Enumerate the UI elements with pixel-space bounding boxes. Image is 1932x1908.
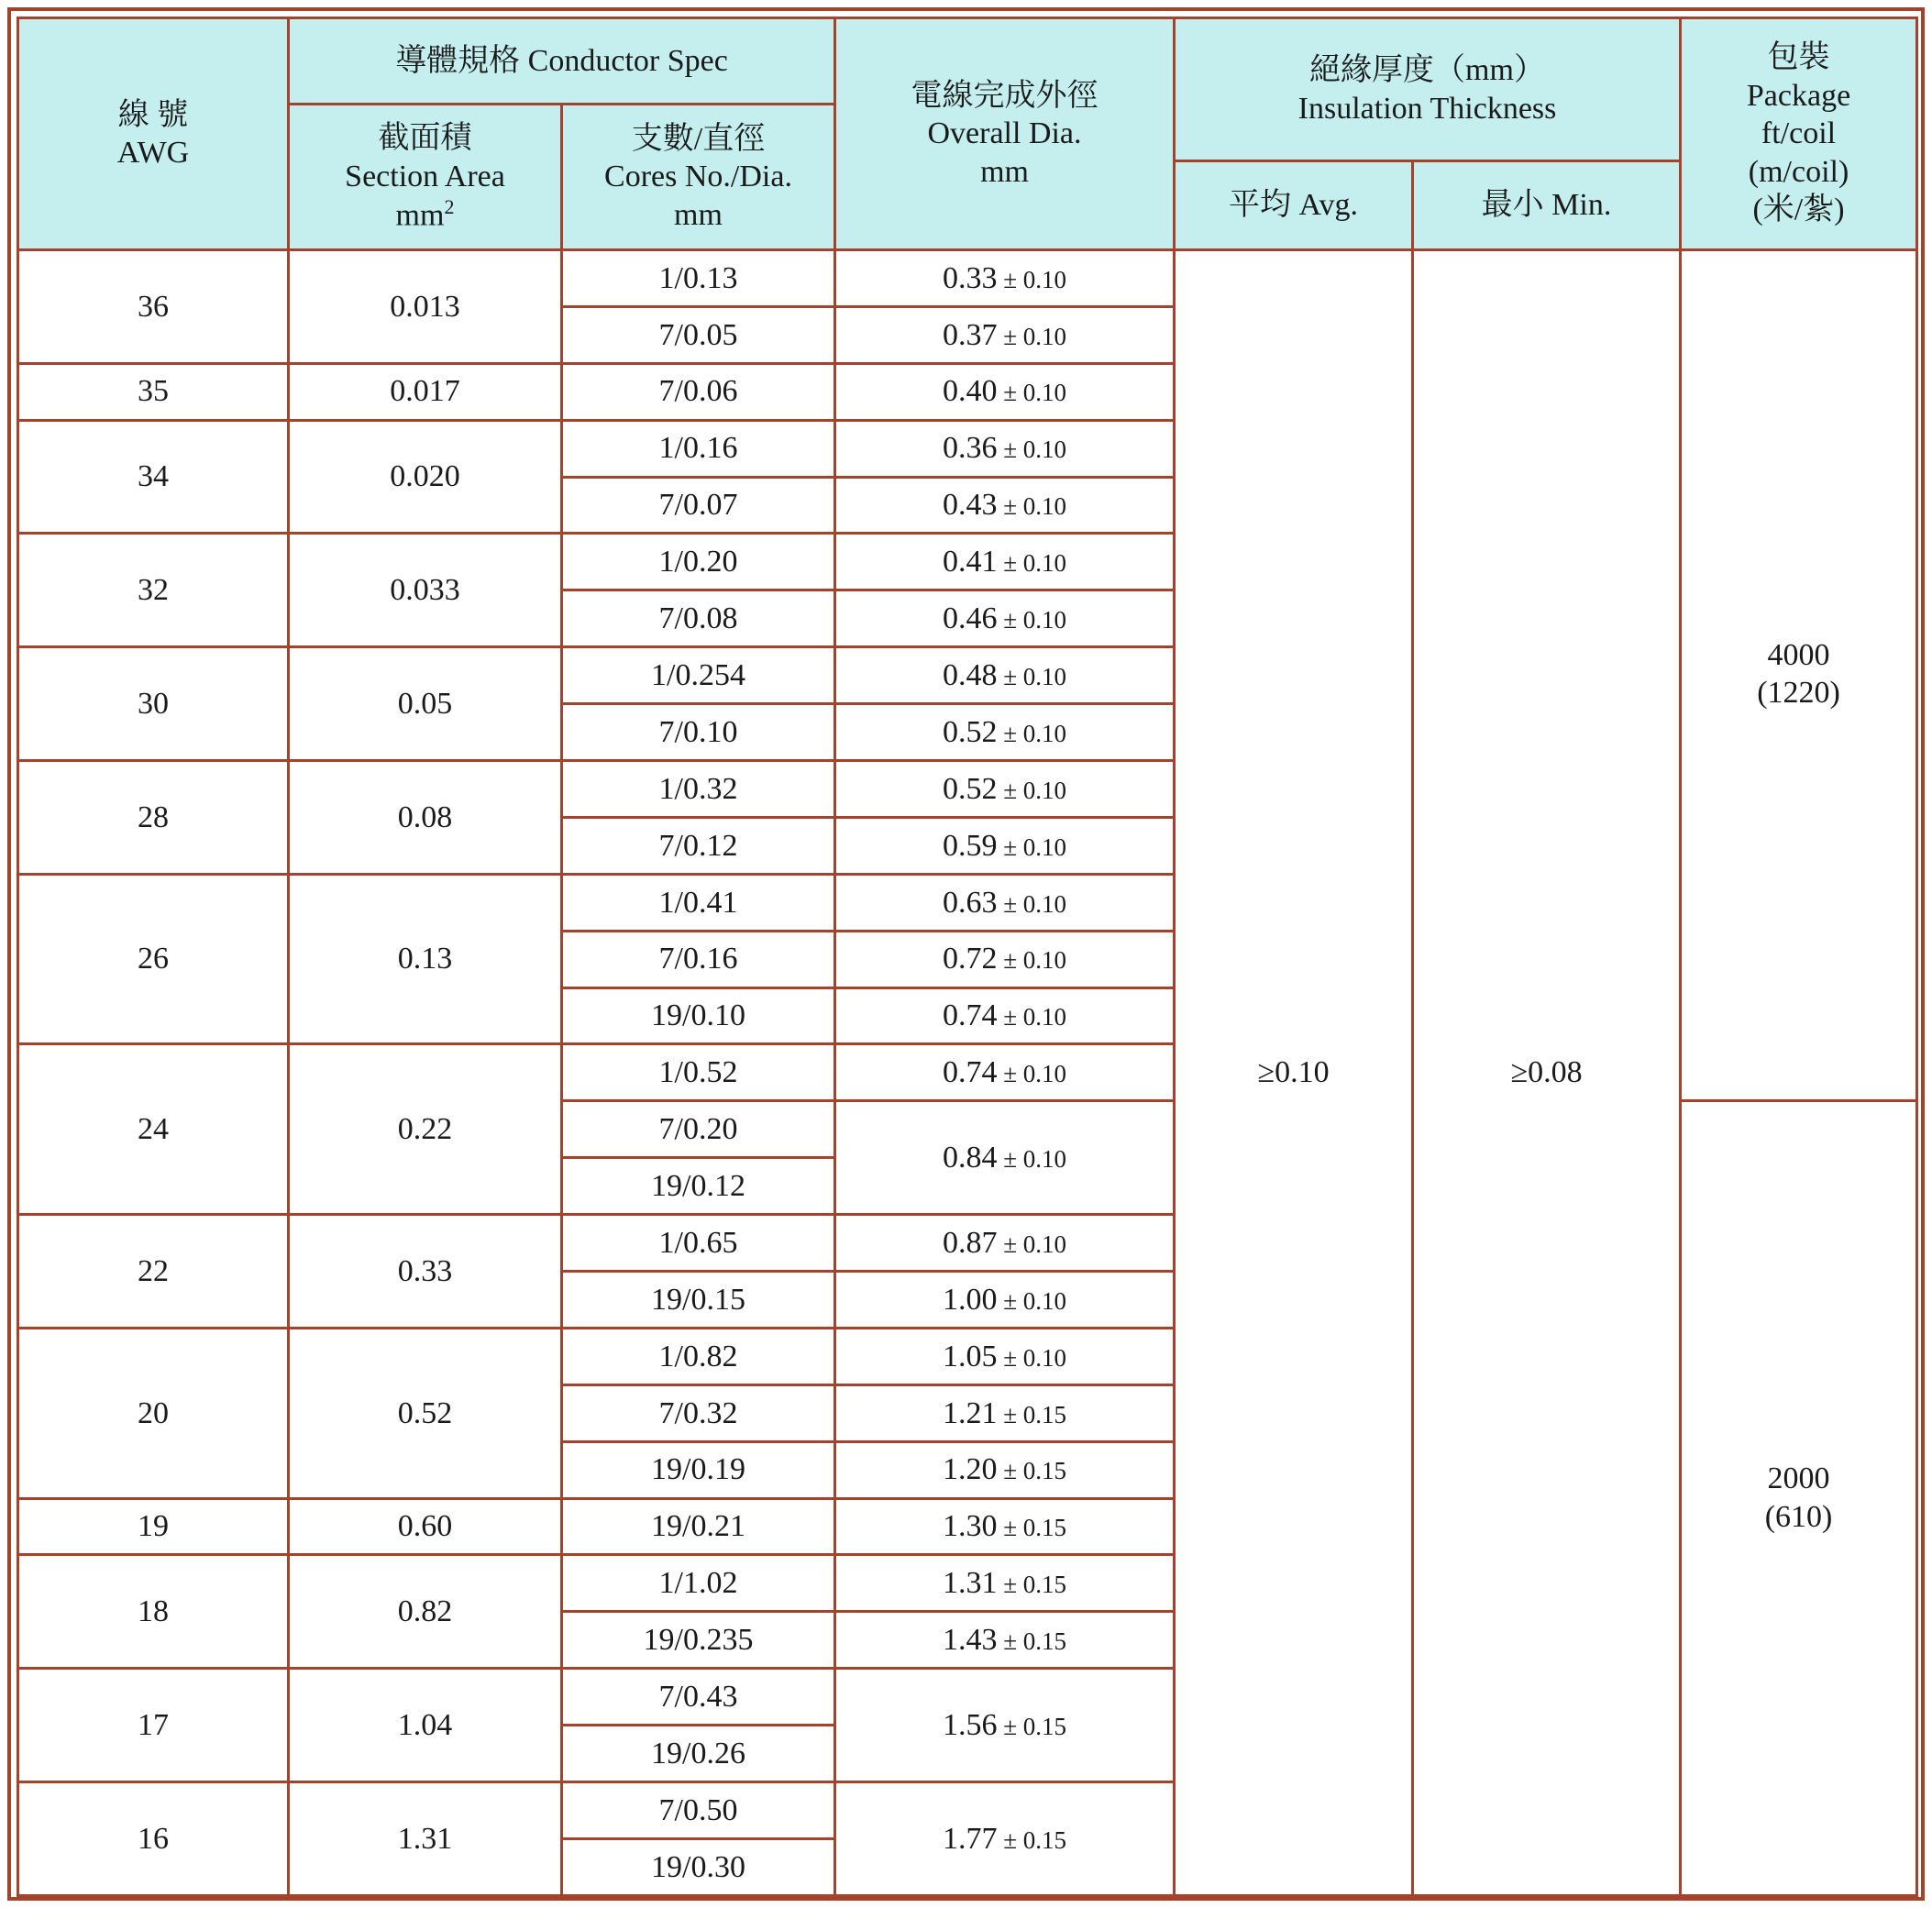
tolerance-value: 0.10 bbox=[1022, 776, 1067, 804]
overall-dia-value: 1.56 bbox=[942, 1707, 998, 1742]
package-ft: 2000 bbox=[1767, 1461, 1830, 1496]
tolerance-sign: ± bbox=[1003, 1514, 1018, 1542]
table-frame bbox=[7, 7, 1925, 1901]
awg-cell: 18 bbox=[18, 1555, 289, 1669]
header-overall-cn: 電線完成外徑 bbox=[911, 78, 1098, 113]
overall-dia-cell bbox=[835, 761, 1175, 818]
tolerance-sign: ± bbox=[1003, 1230, 1018, 1258]
cores-cell: 1/0.254 bbox=[562, 647, 835, 704]
overall-dia-value: 0.72 bbox=[942, 942, 998, 976]
header-insulation-cn: 絕緣厚度（mm） bbox=[1309, 53, 1545, 88]
tolerance-sign: ± bbox=[1003, 1060, 1018, 1088]
overall-dia-cell bbox=[835, 931, 1175, 987]
overall-dia-value: 0.46 bbox=[942, 601, 998, 636]
tolerance-value: 0.15 bbox=[1022, 1400, 1067, 1428]
tolerance-sign: ± bbox=[1003, 492, 1018, 521]
awg-cell: 22 bbox=[18, 1215, 289, 1329]
tolerance-value: 0.10 bbox=[1022, 719, 1067, 747]
tolerance-sign: ± bbox=[1003, 1825, 1018, 1854]
overall-dia-cell bbox=[835, 1101, 1175, 1215]
cores-cell: 7/0.12 bbox=[562, 817, 835, 874]
awg-cell: 16 bbox=[18, 1782, 289, 1896]
header-overall-unit: mm bbox=[980, 154, 1029, 189]
table-row bbox=[18, 250, 1917, 307]
cores-cell: 7/0.50 bbox=[562, 1782, 835, 1839]
header-package-cn2: (米/紮) bbox=[1752, 193, 1845, 227]
tolerance-value: 0.10 bbox=[1022, 322, 1067, 350]
awg-cell: 28 bbox=[18, 761, 289, 875]
cores-cell: 19/0.12 bbox=[562, 1158, 835, 1215]
section-area-cell: 0.52 bbox=[289, 1328, 562, 1498]
cores-cell: 19/0.30 bbox=[562, 1838, 835, 1895]
overall-dia-value: 1.20 bbox=[942, 1452, 998, 1487]
cores-cell: 7/0.16 bbox=[562, 931, 835, 987]
tolerance-value: 0.10 bbox=[1022, 1343, 1067, 1372]
tolerance-value: 0.10 bbox=[1022, 946, 1067, 975]
tolerance-value: 0.15 bbox=[1022, 1627, 1067, 1656]
overall-dia-cell bbox=[835, 306, 1175, 363]
tolerance-sign: ± bbox=[1003, 946, 1018, 975]
package-cell bbox=[1681, 1101, 1917, 1896]
cores-cell: 1/0.13 bbox=[562, 250, 835, 307]
tolerance-value: 0.10 bbox=[1022, 1286, 1067, 1315]
overall-dia-value: 1.21 bbox=[942, 1395, 998, 1430]
package-ft: 4000 bbox=[1767, 638, 1830, 672]
overall-dia-cell bbox=[835, 250, 1175, 307]
cores-cell: 19/0.19 bbox=[562, 1441, 835, 1498]
header-section-area-sup: 2 bbox=[444, 195, 455, 219]
cores-cell: 19/0.21 bbox=[562, 1498, 835, 1555]
header-awg bbox=[18, 18, 289, 250]
overall-dia-cell bbox=[835, 647, 1175, 704]
section-area-cell: 0.020 bbox=[289, 420, 562, 534]
section-area-cell: 0.33 bbox=[289, 1215, 562, 1329]
header-section-area-en: Section Area bbox=[345, 159, 505, 193]
cores-cell: 1/1.02 bbox=[562, 1555, 835, 1612]
tolerance-sign: ± bbox=[1003, 719, 1018, 747]
header-insulation-en: Insulation Thickness bbox=[1297, 91, 1557, 126]
overall-dia-value: 0.84 bbox=[942, 1141, 998, 1175]
tolerance-sign: ± bbox=[1003, 1627, 1018, 1656]
awg-cell: 24 bbox=[18, 1044, 289, 1215]
overall-dia-value: 1.30 bbox=[942, 1509, 998, 1544]
section-area-cell: 0.13 bbox=[289, 874, 562, 1044]
awg-cell: 35 bbox=[18, 363, 289, 420]
overall-dia-cell bbox=[835, 987, 1175, 1044]
overall-dia-value: 0.74 bbox=[942, 1055, 998, 1090]
tolerance-sign: ± bbox=[1003, 379, 1018, 407]
overall-dia-cell bbox=[835, 1555, 1175, 1612]
tolerance-value: 0.10 bbox=[1022, 265, 1067, 293]
tolerance-sign: ± bbox=[1003, 1145, 1018, 1174]
insulation-avg-cell: ≥0.10 bbox=[1175, 250, 1413, 1896]
cores-cell: 7/0.10 bbox=[562, 704, 835, 761]
tolerance-value: 0.10 bbox=[1022, 1230, 1067, 1258]
section-area-cell: 0.033 bbox=[289, 534, 562, 647]
overall-dia-cell bbox=[835, 1441, 1175, 1498]
cores-cell: 7/0.43 bbox=[562, 1669, 835, 1726]
overall-dia-value: 0.74 bbox=[942, 998, 998, 1033]
tolerance-sign: ± bbox=[1003, 889, 1018, 918]
cores-cell: 7/0.05 bbox=[562, 306, 835, 363]
section-area-cell: 1.31 bbox=[289, 1782, 562, 1896]
cores-cell: 19/0.10 bbox=[562, 987, 835, 1044]
header-insulation-thickness bbox=[1175, 18, 1681, 161]
insulation-min-cell: ≥0.08 bbox=[1413, 250, 1681, 1896]
cores-cell: 19/0.235 bbox=[562, 1612, 835, 1669]
overall-dia-value: 0.37 bbox=[942, 317, 998, 352]
tolerance-sign: ± bbox=[1003, 1400, 1018, 1428]
awg-cell: 36 bbox=[18, 250, 289, 364]
overall-dia-value: 0.33 bbox=[942, 260, 998, 295]
header-cores-unit: mm bbox=[674, 197, 723, 232]
tolerance-value: 0.10 bbox=[1022, 1003, 1067, 1031]
header-conductor-spec: 導體規格 Conductor Spec bbox=[289, 18, 835, 105]
tolerance-sign: ± bbox=[1003, 1571, 1018, 1599]
overall-dia-cell bbox=[835, 704, 1175, 761]
tolerance-value: 0.15 bbox=[1022, 1571, 1067, 1599]
header-min: 最小 Min. bbox=[1413, 161, 1681, 250]
tolerance-value: 0.10 bbox=[1022, 549, 1067, 578]
section-area-cell: 1.04 bbox=[289, 1669, 562, 1782]
header-section-area bbox=[289, 105, 562, 250]
header-cores-en: Cores No./Dia. bbox=[604, 160, 792, 194]
overall-dia-cell bbox=[835, 1044, 1175, 1101]
overall-dia-cell bbox=[835, 1612, 1175, 1669]
tolerance-value: 0.10 bbox=[1022, 606, 1067, 634]
overall-dia-cell bbox=[835, 420, 1175, 477]
cores-cell: 7/0.07 bbox=[562, 477, 835, 534]
overall-dia-cell bbox=[835, 590, 1175, 647]
overall-dia-cell bbox=[835, 874, 1175, 931]
tolerance-value: 0.10 bbox=[1022, 889, 1067, 918]
cores-cell: 7/0.20 bbox=[562, 1101, 835, 1158]
cores-cell: 1/0.65 bbox=[562, 1215, 835, 1272]
section-area-cell: 0.82 bbox=[289, 1555, 562, 1669]
tolerance-sign: ± bbox=[1003, 1003, 1018, 1031]
header-cores bbox=[562, 105, 835, 250]
package-cell bbox=[1681, 250, 1917, 1101]
overall-dia-value: 0.52 bbox=[942, 771, 998, 806]
tolerance-value: 0.15 bbox=[1022, 1825, 1067, 1854]
table-header bbox=[18, 18, 1917, 250]
overall-dia-cell bbox=[835, 817, 1175, 874]
awg-cell: 19 bbox=[18, 1498, 289, 1555]
header-avg: 平均 Avg. bbox=[1175, 161, 1413, 250]
header-awg-cn: 線 號 bbox=[117, 97, 189, 132]
overall-dia-value: 0.41 bbox=[942, 545, 998, 579]
cores-cell: 19/0.15 bbox=[562, 1272, 835, 1329]
overall-dia-cell bbox=[835, 534, 1175, 590]
overall-dia-value: 0.63 bbox=[942, 885, 998, 920]
cores-cell: 1/0.82 bbox=[562, 1328, 835, 1384]
header-package-m: (m/coil) bbox=[1748, 154, 1849, 189]
cores-cell: 7/0.32 bbox=[562, 1384, 835, 1441]
header-cores-cn: 支數/直徑 bbox=[631, 121, 766, 156]
overall-dia-value: 1.77 bbox=[942, 1821, 998, 1856]
tolerance-sign: ± bbox=[1003, 1286, 1018, 1315]
overall-dia-value: 0.59 bbox=[942, 828, 998, 863]
overall-dia-cell bbox=[835, 1669, 1175, 1782]
overall-dia-cell bbox=[835, 1215, 1175, 1272]
table-body bbox=[18, 250, 1917, 1896]
overall-dia-cell bbox=[835, 1272, 1175, 1329]
tolerance-sign: ± bbox=[1003, 549, 1018, 578]
tolerance-value: 0.10 bbox=[1022, 1060, 1067, 1088]
tolerance-value: 0.10 bbox=[1022, 662, 1067, 690]
overall-dia-cell bbox=[835, 1384, 1175, 1441]
awg-cell: 34 bbox=[18, 420, 289, 534]
package-m: (610) bbox=[1764, 1499, 1833, 1534]
tolerance-sign: ± bbox=[1003, 322, 1018, 350]
tolerance-value: 0.10 bbox=[1022, 379, 1067, 407]
awg-cell: 30 bbox=[18, 647, 289, 761]
tolerance-value: 0.10 bbox=[1022, 1145, 1067, 1174]
overall-dia-value: 1.00 bbox=[942, 1282, 998, 1317]
overall-dia-value: 0.87 bbox=[942, 1225, 998, 1260]
awg-cell: 32 bbox=[18, 534, 289, 647]
tolerance-sign: ± bbox=[1003, 265, 1018, 293]
overall-dia-value: 1.43 bbox=[942, 1623, 998, 1658]
header-overall-dia bbox=[835, 18, 1175, 250]
section-area-cell: 0.22 bbox=[289, 1044, 562, 1215]
awg-cell: 20 bbox=[18, 1328, 289, 1498]
awg-cell: 26 bbox=[18, 874, 289, 1044]
header-package-en: Package bbox=[1746, 78, 1851, 113]
section-area-cell: 0.05 bbox=[289, 647, 562, 761]
cores-cell: 7/0.08 bbox=[562, 590, 835, 647]
overall-dia-value: 1.05 bbox=[942, 1339, 998, 1373]
cores-cell: 1/0.32 bbox=[562, 761, 835, 818]
awg-cell: 17 bbox=[18, 1669, 289, 1782]
header-package-ft: ft/coil bbox=[1761, 116, 1837, 151]
tolerance-value: 0.10 bbox=[1022, 833, 1067, 861]
overall-dia-value: 0.36 bbox=[942, 431, 998, 466]
tolerance-sign: ± bbox=[1003, 1343, 1018, 1372]
section-area-cell: 0.60 bbox=[289, 1498, 562, 1555]
section-area-cell: 0.017 bbox=[289, 363, 562, 420]
overall-dia-cell bbox=[835, 1328, 1175, 1384]
cores-cell: 1/0.41 bbox=[562, 874, 835, 931]
header-section-area-unit: mm bbox=[395, 198, 445, 233]
cores-cell: 1/0.16 bbox=[562, 420, 835, 477]
wire-spec-table bbox=[17, 17, 1918, 1897]
overall-dia-value: 0.48 bbox=[942, 657, 998, 692]
cores-cell: 1/0.20 bbox=[562, 534, 835, 590]
tolerance-value: 0.15 bbox=[1022, 1514, 1067, 1542]
overall-dia-value: 0.52 bbox=[942, 714, 998, 749]
tolerance-value: 0.10 bbox=[1022, 436, 1067, 464]
section-area-cell: 0.013 bbox=[289, 250, 562, 364]
overall-dia-cell bbox=[835, 1498, 1175, 1555]
header-package bbox=[1681, 18, 1917, 250]
overall-dia-value: 0.40 bbox=[942, 374, 998, 409]
tolerance-value: 0.10 bbox=[1022, 492, 1067, 521]
header-package-cn: 包裝 bbox=[1767, 40, 1830, 75]
tolerance-sign: ± bbox=[1003, 1712, 1018, 1740]
overall-dia-value: 0.43 bbox=[942, 488, 998, 523]
overall-dia-value: 1.31 bbox=[942, 1566, 998, 1601]
section-area-cell: 0.08 bbox=[289, 761, 562, 875]
overall-dia-cell bbox=[835, 477, 1175, 534]
tolerance-sign: ± bbox=[1003, 606, 1018, 634]
header-awg-en: AWG bbox=[116, 136, 190, 170]
cores-cell: 1/0.52 bbox=[562, 1044, 835, 1101]
tolerance-sign: ± bbox=[1003, 776, 1018, 804]
overall-dia-cell bbox=[835, 363, 1175, 420]
cores-cell: 19/0.26 bbox=[562, 1726, 835, 1782]
tolerance-value: 0.15 bbox=[1022, 1457, 1067, 1485]
header-section-area-cn: 截面積 bbox=[378, 121, 472, 156]
tolerance-sign: ± bbox=[1003, 436, 1018, 464]
cores-cell: 7/0.06 bbox=[562, 363, 835, 420]
tolerance-value: 0.15 bbox=[1022, 1712, 1067, 1740]
overall-dia-cell bbox=[835, 1782, 1175, 1896]
tolerance-sign: ± bbox=[1003, 833, 1018, 861]
tolerance-sign: ± bbox=[1003, 1457, 1018, 1485]
tolerance-sign: ± bbox=[1003, 662, 1018, 690]
package-m: (1220) bbox=[1757, 676, 1840, 711]
header-overall-en: Overall Dia. bbox=[927, 116, 1082, 151]
